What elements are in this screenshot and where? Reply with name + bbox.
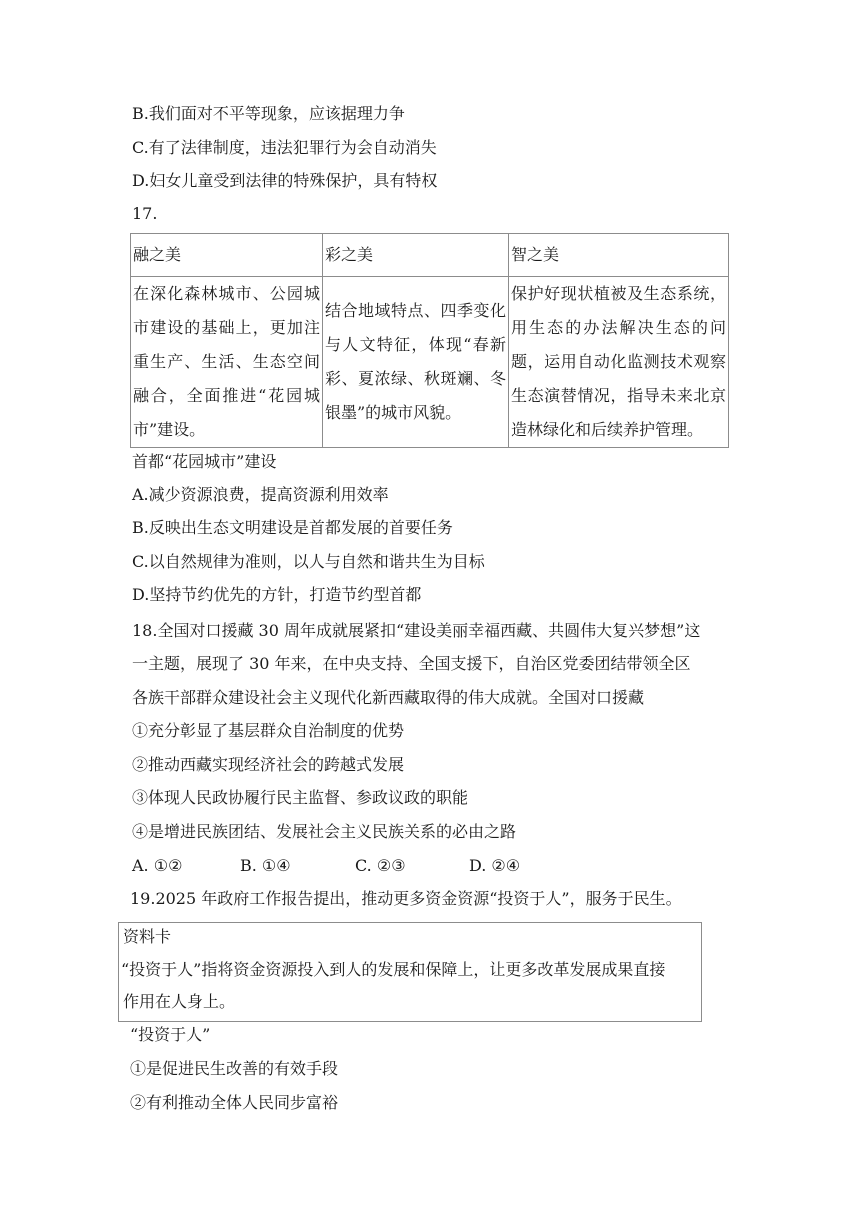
q17-table — [130, 233, 729, 448]
q19-card-line-2: 作用在人身上。 — [123, 992, 236, 1011]
q18-statement-2: ②推动西藏实现经济社会的跨越式发展 — [132, 755, 405, 774]
q17-table-body-row — [131, 277, 729, 448]
q18-statement-3: ③体现人民政协履行民主监督、参政议政的职能 — [132, 788, 469, 807]
q17-header-cai: 彩之美 — [323, 234, 509, 277]
q19-card-line-1: “投资于人”指将资金资源投入到人的发展和保障上，让更多改革发展成果直接 — [121, 960, 666, 979]
q18-stem-line-1: 18.全国对口援藏 30 周年成就展紧扣“建设美丽幸福西藏、共圆伟大复兴梦想”这 — [132, 621, 701, 640]
q19-stem: 19.2025 年政府工作报告提出，推动更多资金资源“投资于人”，服务于民生。 — [130, 889, 682, 908]
q18-choice-a: A. ①② — [132, 856, 183, 875]
q16-option-b: B.我们面对不平等现象，应该据理力争 — [132, 104, 405, 123]
q17-number: 17. — [132, 204, 158, 223]
q17-cell-cai: 结合地域特点、四季变化与人文特征，体现“春新彩、夏浓绿、秋斑斓、冬银墨”的城市风貌。 — [323, 277, 509, 448]
q17-header-rong: 融之美 — [131, 234, 323, 277]
q19-stem-2: “投资于人” — [130, 1025, 211, 1044]
q18-choice-c: C. ②③ — [355, 856, 406, 875]
q17-header-zhi: 智之美 — [509, 234, 729, 277]
q19-statement-2: ②有利推动全体人民同步富裕 — [130, 1093, 339, 1112]
q17-option-b: B.反映出生态文明建设是首都发展的首要任务 — [132, 518, 453, 537]
q17-cell-zhi: 保护好现状植被及生态系统，用生态的办法解决生态的问题，运用自动化监测技术观察生态演替情况，指导未来北京造林绿化和后续养护管理。 — [509, 277, 729, 448]
q17-cell-rong: 在深化森林城市、公园城市建设的基础上，更加注重生产、生活、生态空间融合，全面推进“花园城市”建设。 — [131, 277, 323, 448]
q18-statement-1: ①充分彰显了基层群众自治制度的优势 — [132, 721, 405, 740]
q17-table-header-row — [131, 234, 729, 277]
q18-choice-b: B. ①④ — [240, 856, 291, 875]
q19-card-title: 资料卡 — [123, 927, 172, 946]
q17-option-a: A.减少资源浪费，提高资源利用效率 — [132, 485, 389, 504]
q19-statement-1: ①是促进民生改善的有效手段 — [130, 1059, 339, 1078]
q16-option-c: C.有了法律制度，违法犯罪行为会自动消失 — [132, 138, 437, 157]
q18-statement-4: ④是增进民族团结、发展社会主义民族关系的必由之路 — [132, 822, 517, 841]
q18-stem-line-2: 一主题，展现了 30 年来，在中央支持、全国支援下，自治区党委团结带领全区 — [132, 654, 691, 673]
q18-choices — [132, 855, 520, 877]
q16-option-d: D.妇女儿童受到法律的特殊保护，具有特权 — [132, 171, 438, 190]
q17-option-d: D.坚持节约优先的方针，打造节约型首都 — [132, 585, 422, 604]
q18-stem-line-3: 各族干部群众建设社会主义现代化新西藏取得的伟大成就。全国对口援藏 — [132, 688, 645, 707]
q18-choice-d: D. ②④ — [469, 856, 521, 875]
q17-stem: 首都“花园城市”建设 — [132, 452, 277, 471]
q17-option-c: C.以自然规律为准则，以人与自然和谐共生为目标 — [132, 552, 485, 571]
q19-info-card — [118, 922, 702, 1022]
